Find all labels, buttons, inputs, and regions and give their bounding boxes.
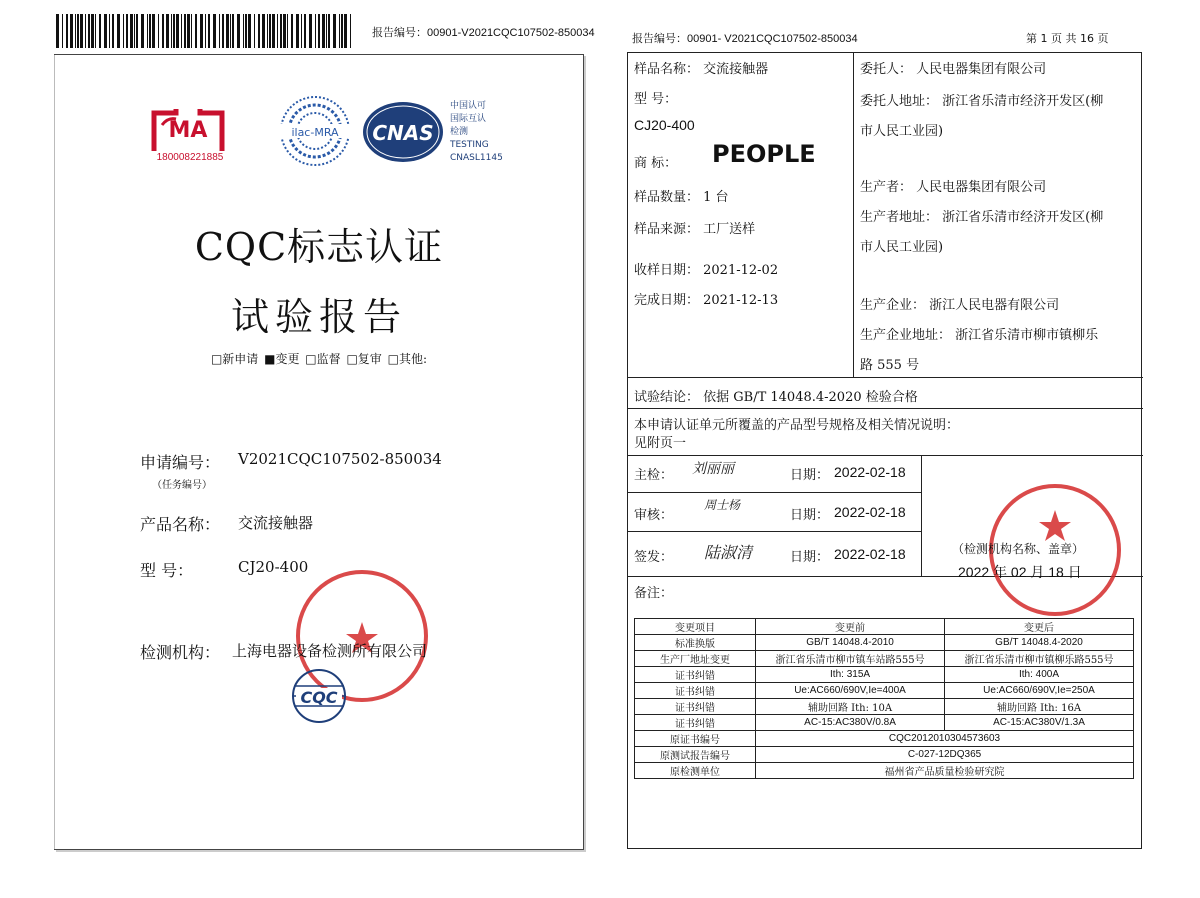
test-conclusion: 试验结论： 依据 GB/T 14048.4-2020 检验合格 — [634, 390, 918, 405]
table-cell: CQC2012010304573603 — [756, 731, 1134, 747]
changes-table — [634, 618, 1134, 779]
table-cell: 辅助回路 Ith: 10A — [756, 699, 945, 715]
table-row — [635, 651, 1134, 667]
stamp-caption: （检测机构名称、盖章） — [952, 542, 1085, 556]
table-cell: GB/T 14048.4-2010 — [756, 635, 945, 651]
table-cell: 证书纠错 — [635, 699, 756, 715]
product-name-label: 产品名称： — [140, 515, 221, 534]
divider — [627, 377, 1143, 378]
barcode-image — [56, 14, 356, 48]
inspector-label: 主检： — [634, 468, 674, 483]
inspector-date: 2022-02-18 — [834, 464, 906, 480]
table-cell: GB/T 14048.4-2020 — [945, 635, 1134, 651]
testing-lab-label: 检测机构： — [140, 643, 221, 662]
table-cell: 福州省产品质量检验研究院 — [756, 763, 1134, 779]
svg-text:CNAS: CNAS — [372, 121, 434, 145]
table-cell: 浙江省乐清市柳市镇车站路555号 — [756, 651, 945, 667]
table-row — [635, 683, 1134, 699]
manufacturer: 生产者： 人民电器集团有限公司 — [860, 180, 1047, 195]
table-row — [635, 731, 1134, 747]
table-cell: 原检测单位 — [635, 763, 756, 779]
cnas-accreditation-text: 中国认可 国际互认 检测 TESTING CNASL1145 — [450, 101, 503, 163]
table-cell: 生产厂地址变更 — [635, 651, 756, 667]
reviewer-label: 审核： — [634, 508, 674, 523]
table-row — [635, 747, 1134, 763]
table-row — [635, 715, 1134, 731]
complete-date: 完成日期： 2021-12-13 — [634, 293, 779, 308]
trademark-label: 商 标： — [634, 156, 678, 171]
svg-text:MA: MA — [168, 118, 208, 143]
manufacturer-address-2: 市人民工业园) — [860, 240, 944, 255]
application-no-value: V2021CQC107502-850034 — [238, 450, 442, 468]
table-cell: Ue:AC660/690V,Ie=400A — [756, 683, 945, 699]
client: 委托人： 人民电器集团有限公司 — [860, 62, 1047, 77]
client-address-1: 委托人地址： 浙江省乐清市经济开发区(柳 — [860, 94, 1104, 109]
testing-lab-value: 上海电器设备检测所有限公司 — [232, 642, 428, 660]
table-cell: 原证书编号 — [635, 731, 756, 747]
table-row — [635, 699, 1134, 715]
receive-date: 收样日期： 2021-12-02 — [634, 263, 779, 278]
factory: 生产企业： 浙江人民电器有限公司 — [860, 298, 1060, 313]
checkbox-supervision: □监督 — [305, 352, 341, 366]
table-cell: AC-15:AC380V/1.3A — [945, 715, 1134, 731]
sample-source: 样品来源： 工厂送样 — [634, 222, 756, 237]
table-cell: 证书纠错 — [635, 715, 756, 731]
checkbox-new-application: □新申请 — [210, 352, 259, 366]
trademark-value: PEOPLE — [712, 140, 816, 168]
sample-name: 样品名称： 交流接触器 — [634, 62, 769, 77]
table-cell: Ue:AC660/690V,Ie=250A — [945, 683, 1134, 699]
divider — [853, 52, 854, 377]
table-cell: 浙江省乐清市柳市镇柳乐路555号 — [945, 651, 1134, 667]
reviewer-date-label: 日期： — [790, 508, 830, 523]
approver-date-label: 日期： — [790, 550, 830, 565]
checkbox-review: □复审 — [346, 352, 382, 366]
svg-text:ilac-MRA: ilac-MRA — [291, 126, 339, 139]
cnas-logo-icon — [360, 100, 446, 164]
ilac-mra-logo-icon — [272, 94, 358, 168]
checkbox-change: ■变更 — [264, 352, 300, 366]
model-value-right: CJ20-400 — [634, 117, 695, 133]
product-name-value: 交流接触器 — [238, 514, 314, 532]
model-label: 型 号： — [140, 561, 194, 580]
reviewer-date: 2022-02-18 — [834, 504, 906, 520]
application-no-label: 申请编号： — [140, 453, 221, 472]
cma-number: 180008221885 — [156, 152, 224, 163]
report-number-right: 报告编号：00901- V2021CQC107502-850034 — [632, 33, 858, 45]
manufacturer-address-1: 生产者地址： 浙江省乐清市经济开发区(柳 — [860, 210, 1104, 225]
table-cell: 辅助回路 Ith: 16A — [945, 699, 1134, 715]
client-address-2: 市人民工业园) — [860, 124, 944, 139]
table-row — [635, 635, 1134, 651]
sample-quantity: 样品数量： 1 台 — [634, 190, 729, 205]
approver-signature: 陆淑清 — [704, 543, 753, 562]
factory-address-2: 路 555 号 — [860, 358, 920, 373]
table-cell: AC-15:AC380V/0.8A — [756, 715, 945, 731]
scope-note-line1: 本申请认证单元所覆盖的产品型号规格及相关情况说明： — [634, 418, 960, 433]
remarks-label: 备注： — [634, 586, 674, 601]
reviewer-signature: 周士杨 — [704, 498, 741, 512]
report-title-line2: 试验报告 — [230, 295, 407, 339]
table-cell: 原测试报告编号 — [635, 747, 756, 763]
cqc-logo-icon — [282, 666, 356, 726]
model-label-right: 型 号： — [634, 92, 678, 107]
divider — [627, 531, 921, 532]
header-after: 变更后 — [945, 619, 1134, 635]
approver-date: 2022-02-18 — [834, 546, 906, 562]
divider — [627, 455, 1143, 456]
svg-text:CQC: CQC — [300, 688, 338, 707]
report-type-checkboxes — [54, 350, 584, 367]
approver-label: 签发： — [634, 550, 674, 565]
header-change-item: 变更项目 — [635, 619, 756, 635]
report-title-line1: CQC标志认证 — [194, 225, 444, 269]
stamp-date: 2022 年 02 月 18 日 — [958, 564, 1082, 580]
inspector-date-label: 日期： — [790, 468, 830, 483]
table-cell: Ith: 315A — [756, 667, 945, 683]
table-row — [635, 763, 1134, 779]
factory-address-1: 生产企业地址： 浙江省乐清市柳市镇柳乐 — [860, 328, 1099, 343]
divider — [921, 455, 922, 576]
divider — [627, 408, 1143, 409]
table-cell: 证书纠错 — [635, 683, 756, 699]
scope-note-line2: 见附页一 — [634, 436, 687, 451]
divider — [627, 492, 921, 493]
checkbox-other: □其他: — [387, 352, 428, 366]
table-row — [635, 667, 1134, 683]
table-cell: 证书纠错 — [635, 667, 756, 683]
page-number: 第 1 页 共 16 页 — [1026, 32, 1109, 45]
report-number-left: 报告编号：00901-V2021CQC107502-850034 — [372, 27, 595, 39]
table-cell: Ith: 400A — [945, 667, 1134, 683]
table-cell: C-027-12DQ365 — [756, 747, 1134, 763]
table-header-row — [635, 619, 1134, 635]
header-before: 变更前 — [756, 619, 945, 635]
model-value: CJ20-400 — [238, 558, 309, 576]
inspector-signature: 刘丽丽 — [692, 461, 734, 477]
table-cell: 标准换版 — [635, 635, 756, 651]
task-no-label: （任务编号） — [152, 480, 212, 491]
